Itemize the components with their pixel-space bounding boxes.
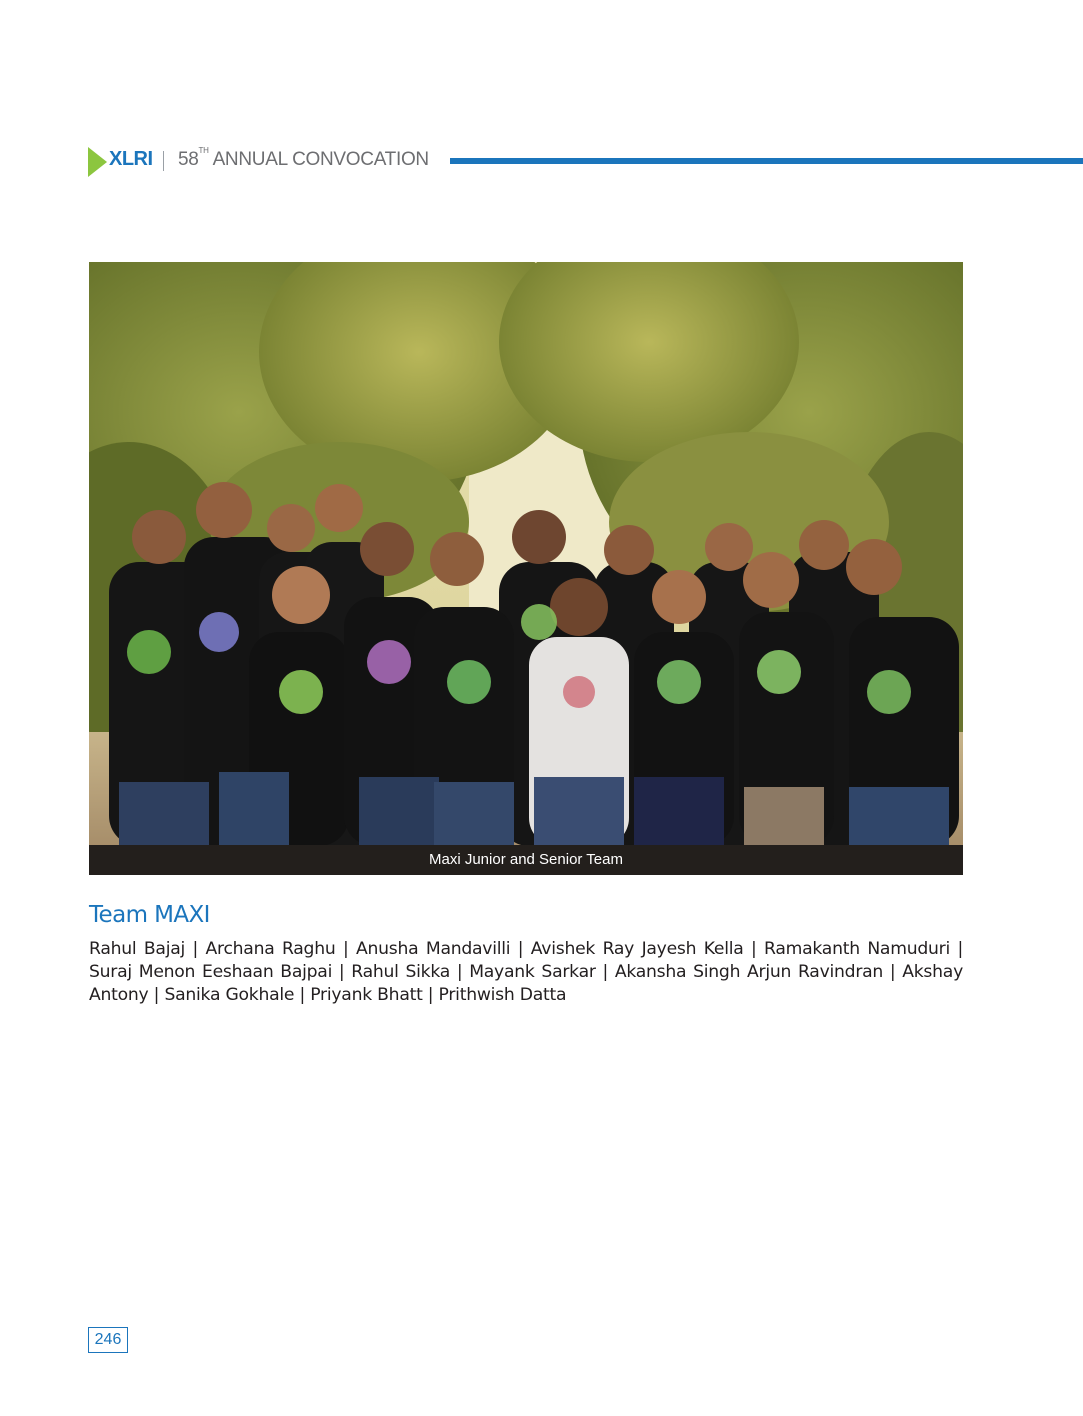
xlri-logo-arrow-icon [88,147,107,177]
header-separator [163,151,164,171]
convocation-label: ANNUAL CONVOCATION [212,149,429,170]
convocation-suffix: TH [198,146,209,155]
page-header [88,144,1083,178]
team-photo-illustration [89,262,963,846]
convocation-number: 58 [178,149,199,170]
team-members-list: Rahul Bajaj | Archana Raghu | Anusha Mandavilli | Avishek Ray Jayesh Kella | Ramakanth Namuduri | Suraj Menon Eeshaan Bajpai | Rahul Sikka | Mayank Sarkar | Akansha Singh Arjun Ravindran | Akshay Antony | Sanika Gokhale | Priyank Bhatt | Prithwish Datta [89,939,963,1005]
page-number: 246 [88,1327,128,1353]
photo-caption: Maxi Junior and Senior Team [89,845,963,875]
header-rule [447,158,1083,164]
team-title: Team MAXI [89,902,210,928]
xlri-logo-text: XLRI [109,148,153,170]
convocation-title [178,146,429,171]
team-photo [89,262,963,846]
